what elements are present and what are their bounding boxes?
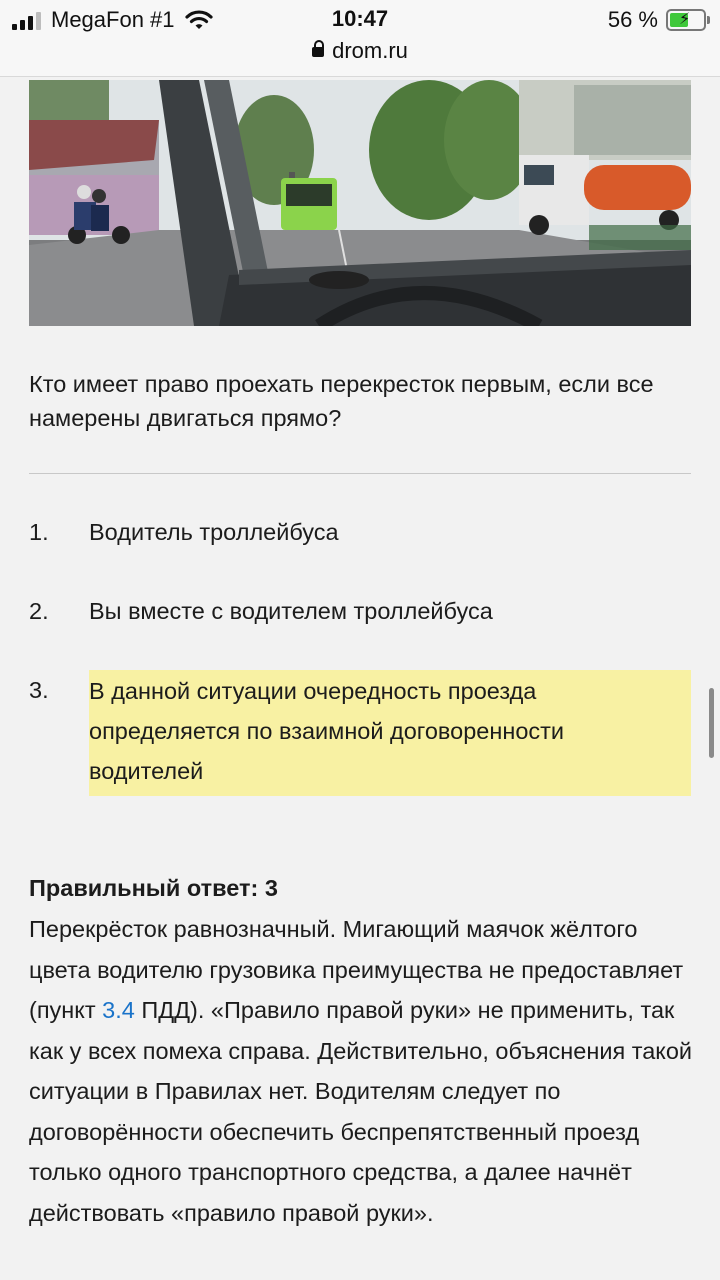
battery-percent: 56 %: [607, 7, 658, 32]
explanation-part-2: ПДД). «Правило правой руки» не применить, так как у всех помеха справа. Действительно, объяснения такой ситуации в Правилах нет. Водителям следует по договорённости обеспечить беспрепятственный проезд только одного транспортного средства, а далее начнёт действовать «правило правой руки».: [29, 997, 693, 1226]
answer-number: 2.: [29, 598, 49, 624]
rule-link[interactable]: 3.4: [102, 997, 135, 1023]
answer-text-highlighted: В данной ситуации очередность проезда определяется по взаимной договоренности водителей: [89, 670, 691, 796]
question-text: Кто имеет право проехать перекресток первым, если все намерены двигаться прямо?: [29, 371, 654, 431]
url-text: drom.ru: [332, 38, 408, 63]
answer-number: 3.: [29, 677, 49, 703]
explanation-text: [29, 909, 699, 1233]
answer-text: Вы вместе с водителем троллейбуса: [89, 598, 493, 624]
answer-number: 1.: [29, 519, 49, 545]
divider: [29, 473, 691, 474]
lock-icon: [312, 47, 324, 57]
question-image: [29, 80, 691, 326]
address-bar[interactable]: [0, 38, 720, 64]
scrollbar[interactable]: [709, 688, 714, 758]
explanation-part-1: Перекрёсток равнозначный. Мигающий маячок жёлтого цвета водителю грузовика преимущества не предоставляет (пункт: [29, 916, 684, 1023]
clock: 10:47: [331, 6, 389, 31]
status-bar: [0, 0, 720, 77]
answer-text: Водитель троллейбуса: [89, 519, 339, 545]
status-right: [608, 6, 706, 34]
battery-icon: [666, 9, 706, 31]
charging-bolt-icon: ⚡: [679, 11, 691, 28]
correct-answer-heading: Правильный ответ: 3: [29, 875, 278, 901]
carrier-name: MegaFon #1: [51, 7, 175, 32]
